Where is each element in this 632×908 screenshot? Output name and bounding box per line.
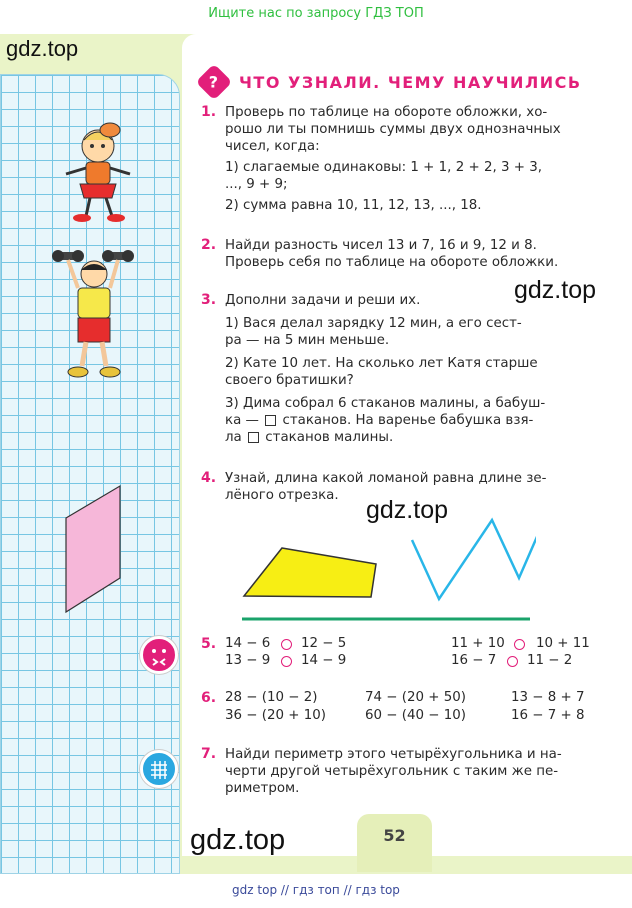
task-item: ..., 9 + 9; <box>225 177 288 192</box>
task-5 <box>225 636 623 670</box>
task-number: 5. <box>201 636 217 652</box>
question-badge-icon: ? <box>196 64 233 101</box>
task-text-line: Дополни задачи и реши их. <box>225 293 421 308</box>
girl-exercising-illustration <box>58 118 138 238</box>
task-text-line: ра — на 5 мин меньше. <box>225 333 390 348</box>
expression-row: 13 − 9 14 − 9 16 − 7 11 − 2 <box>225 653 573 668</box>
task-7 <box>225 746 623 797</box>
task-number: 6. <box>201 690 217 706</box>
section-title <box>201 68 582 96</box>
task-number: 1. <box>201 104 217 120</box>
task-text-line: ла стаканов малины. <box>225 430 394 445</box>
task-item: 1) слагаемые одинаковы: 1 + 1, 2 + 2, 3 + 3, <box>225 160 543 175</box>
task-text-line: ка — стаканов. На варенье бабушка взя- <box>225 413 534 428</box>
task-text-line: своего братишки? <box>225 373 354 388</box>
task-text-line: Узнай, длина какой ломаной равна длине зе- <box>225 471 547 486</box>
watermark: gdz.top <box>514 276 597 304</box>
task-text-line: 2) Кате 10 лет. На сколько лет Катя старше <box>225 356 538 371</box>
top-banner[interactable]: Ищите нас по запросу ГДЗ ТОП <box>208 6 424 21</box>
task-text-line: 1) Вася делал зарядку 12 мин, а его сест- <box>225 316 522 331</box>
task-text-line: лёного отрезка. <box>225 488 339 503</box>
blank-box <box>265 415 276 426</box>
task-4-figures <box>236 512 536 624</box>
expression-row: 28 − (10 − 2) 74 − (20 + 50) 13 − 8 + 7 <box>225 690 585 705</box>
task-text-line: Найди периметр этого четырёхугольника и на- <box>225 747 562 762</box>
task-2 <box>225 237 623 271</box>
compare-circle <box>507 656 518 667</box>
task-item: 2) сумма равна 10, 11, 12, 13, ..., 18. <box>225 198 482 213</box>
pink-parallelogram <box>60 480 126 616</box>
task-text-line: чисел, когда: <box>225 139 320 154</box>
compare-circle <box>281 656 292 667</box>
task-text-line: рошо ли ты помнишь суммы двух однозначных <box>225 122 561 137</box>
watermark: gdz.top <box>6 36 79 61</box>
section-title-text: ЧТО УЗНАЛИ. ЧЕМУ НАУЧИЛИСЬ <box>239 72 582 92</box>
task-text-line: черти другой четырёхугольник с таким же пе- <box>225 764 559 779</box>
boy-dumbbells-illustration <box>52 246 136 382</box>
task-text-line: Проверь себя по таблице на обороте обложки. <box>225 255 559 270</box>
task-text-line: Найди разность чисел 13 и 7, 16 и 9, 12 и 8. <box>225 238 537 253</box>
task-1 <box>225 104 623 214</box>
expression-row: 36 − (20 + 10) 60 − (40 − 10) 16 − 7 + 8 <box>225 708 585 723</box>
watermark: gdz.top <box>190 824 286 856</box>
task-number: 4. <box>201 470 217 486</box>
grid-icon[interactable] <box>140 750 178 788</box>
blue-polyline <box>412 516 536 599</box>
expression-row: 14 − 6 12 − 5 11 + 10 10 + 11 <box>225 636 590 651</box>
watermark: gdz.top <box>366 496 449 524</box>
task-text-line: риметром. <box>225 781 300 796</box>
bottom-banner[interactable]: gdz top // гдз топ // гдз top <box>232 883 400 897</box>
task-number: 2. <box>201 237 217 253</box>
task-text-line: 3) Дима собрал 6 стаканов малины, а бабуш- <box>225 396 546 411</box>
task-text-line: Проверь по таблице на обороте обложки, хо- <box>225 105 548 120</box>
task-number: 7. <box>201 746 217 762</box>
page-number: 52 <box>357 814 432 872</box>
compare-icon[interactable] <box>140 636 178 674</box>
compare-circle <box>281 639 292 650</box>
task-6 <box>225 690 623 726</box>
compare-circle <box>514 639 525 650</box>
yellow-quadrilateral <box>244 548 376 597</box>
task-number: 3. <box>201 292 217 308</box>
blank-box <box>248 432 259 443</box>
task-3 <box>225 292 623 446</box>
